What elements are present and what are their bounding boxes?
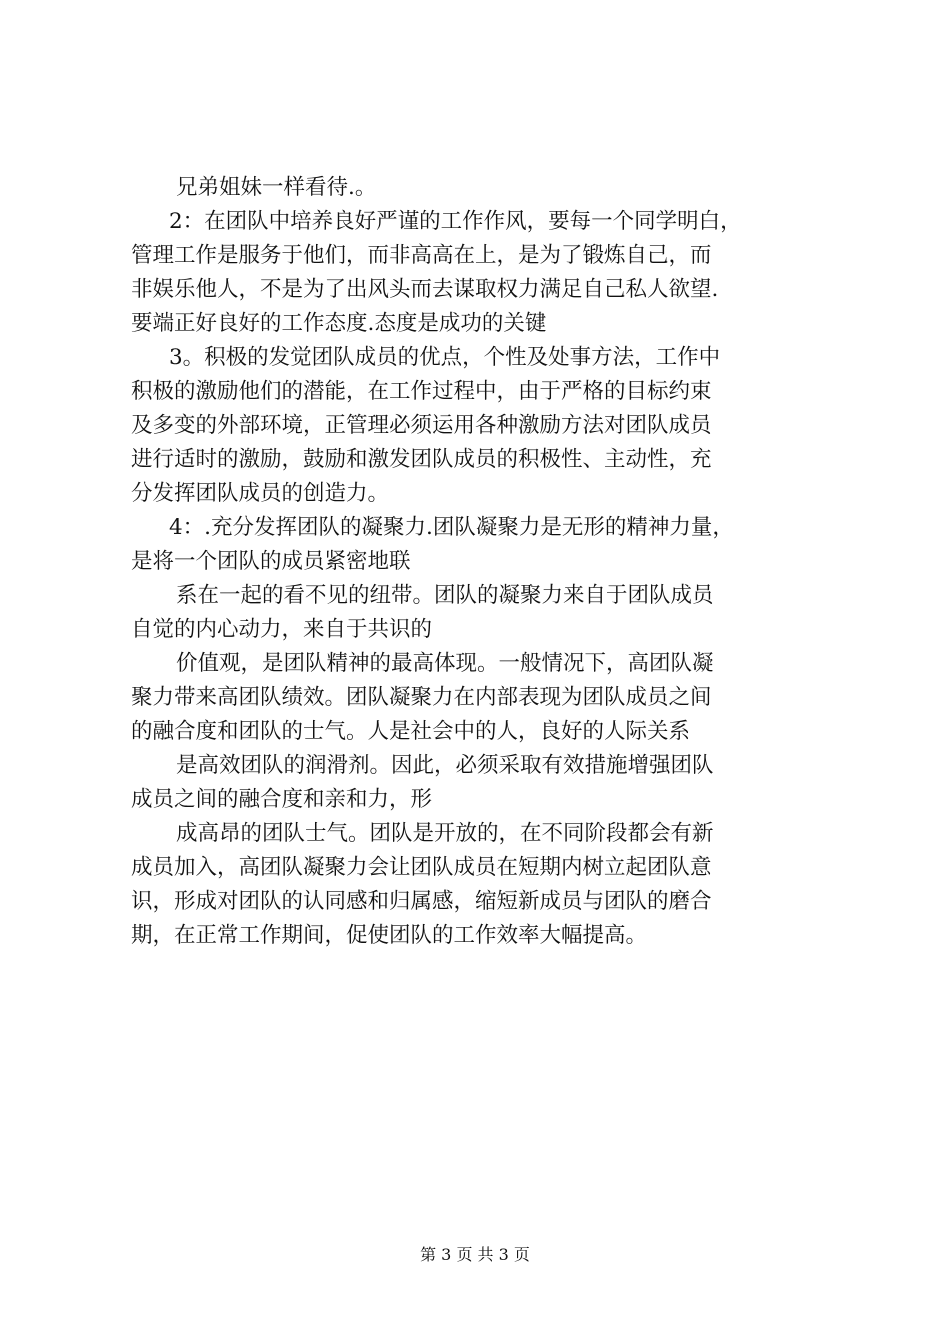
text-line: 成员加入，高团队凝聚力会让团队成员在短期内树立起团队意 (131, 855, 712, 880)
text-line: 4：.充分发挥团队的凝聚力.团队凝聚力是无形的精神力量， (169, 515, 734, 540)
text-line: 成员之间的融合度和亲和力，形 (131, 787, 433, 812)
document-body (131, 171, 831, 953)
text-line: 管理工作是服务于他们，而非高高在上，是为了锻炼自己，而 (131, 243, 712, 268)
text-line: 是高效团队的润滑剂。因此，必须采取有效措施增强团队 (176, 753, 714, 778)
text-line: 的融合度和团队的士气。人是社会中的人，良好的人际关系 (131, 719, 691, 744)
text-line: 期，在正常工作期间，促使团队的工作效率大幅提高。 (131, 923, 648, 948)
text-line: 3。积极的发觉团队成员的优点，个性及处事方法，工作中 (169, 345, 721, 370)
text-line: 价值观，是团队精神的最高体现。一般情况下，高团队凝 (176, 651, 714, 676)
text-line: 积极的激励他们的潜能，在工作过程中，由于严格的目标约束 (131, 379, 712, 404)
text-line: 兄弟姐妹一样看待.。 (176, 175, 377, 200)
text-line: 是将一个团队的成员紧密地联 (131, 549, 411, 574)
text-line: 系在一起的看不见的纽带。团队的凝聚力来自于团队成员 (176, 583, 714, 608)
text-line: 要端正好良好的工作态度.态度是成功的关键 (131, 311, 547, 336)
text-line: 及多变的外部环境，正管理必须运用各种激励方法对团队成员 (131, 413, 712, 438)
text-line: 聚力带来高团队绩效。团队凝聚力在内部表现为团队成员之间 (131, 685, 712, 710)
page-footer: 第 3 页 共 3 页 (420, 1245, 530, 1264)
text-line: 非娱乐他人，不是为了出风头而去谋取权力满足自己私人欲望. (131, 277, 719, 302)
text-line: 2：在团队中培养良好严谨的工作作风，要每一个同学明白， (169, 209, 742, 234)
text-line: 识，形成对团队的认同感和归属感，缩短新成员与团队的磨合 (131, 889, 712, 914)
text-line: 分发挥团队成员的创造力。 (131, 481, 390, 506)
text-line: 自觉的内心动力，来自于共识的 (131, 617, 433, 642)
text-line: 进行适时的激励，鼓励和激发团队成员的积极性、主动性，充 (131, 447, 712, 472)
text-line: 成高昂的团队士气。团队是开放的，在不同阶段都会有新 (176, 821, 714, 846)
